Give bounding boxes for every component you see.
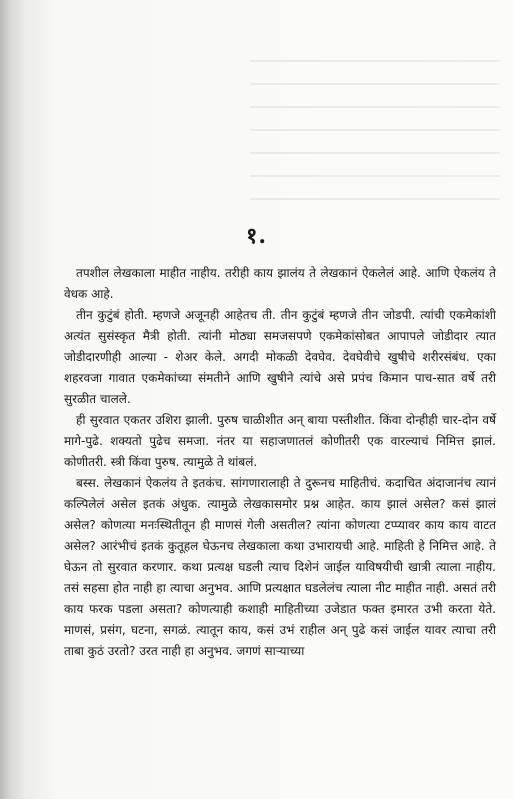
paragraph: बस्स. लेखकानं ऐकलंय ते इतकंच. सांगणारालाही ते दुरूनच माहितीचं. कदाचित अंदाजानंच त्यानं कल्पिलेलं असेल इतकं अंधुक. त्यामुळे लेखकासमोर प्रश्न आहेत. काय झालं असेल? कसं झालं असेल? कोणत्या मनःस्थितीतून ही माणसं गेली असतील? त्यांना कोणत्या टप्प्यावर काय काय वाटत असेल? आरंभीचं इतकं कुतूहल घेऊनच लेखकाला कथा उभारायची आहे. माहिती हे निमित्त आहे. ते घेऊन तो सुरवात करणार. कथा प्रत्यक्ष घडली त्याच दिशेनं जाईल याविषयीची खात्री त्याला नाहीय. तसं सहसा होत नाही हा त्याचा अनुभव. आणि प्रत्यक्षात घडलेलंच त्याला नीट माहीत नाही. असतं तरी काय फरक पडला असता? कोणत्याही कशाही माहितीच्या उजेडात फक्त इमारत उभी करता येते. माणसं, प्रसंग, घटना, सगळं. त्यातून काय, कसं उभं राहील अन् पुढे कसं जाईल यावर त्याचा तरी ताबा कुठं उरतो? उरत नाही हा अनुभव. जगणं साऱ्याच्या	[64, 476, 496, 658]
paragraph: तपशील लेखकाला माहीत नाहीय. तरीही काय झालंय ते लेखकानं ऐकलेलं आहे. आणि ऐकलंय ते वेधक आहे.	[64, 266, 496, 301]
body-text	[64, 263, 496, 662]
bleed-through-shadow	[250, 60, 500, 220]
chapter-number: १.	[245, 223, 268, 249]
paragraph: तीन कुटुंबं होती. म्हणजे अजूनही आहेतच ती. तीन कुटुंबं म्हणजे तीन जोडपी. त्यांची एकमेकांशी अत्यंत सुसंस्कृत मैत्री होती. त्यांनी मोठ्या समजसपणे एकमेकांसोबत आपापले जोडीदार त्यात जोडीदारणीही आल्या - शेअर केले. अगदी मोकळी देवघेव. देवघेवीचे खुषीचे शरीरसंबंध. एका शहरवजा गावात एकमेकांच्या संमतीने आणि खुषीने त्यांचे असे प्रपंच किमान पाच-सात वर्षे तरी सुरळीत चालले.	[64, 308, 496, 406]
paragraph: ही सुरवात एकतर उशिरा झाली. पुरुष चाळीशीत अन् बाया पस्तीशीत. किंवा दोन्हीही चार-दोन वर्षे मागे-पुढे. शक्यतो पुढेच समजा. नंतर या सहाजणातलं कोणीतरी एक वारल्याचं निमित्त झालं. कोणीतरी. स्त्री किंवा पुरुष. त्यामुळे ते थांबलं.	[64, 413, 496, 469]
